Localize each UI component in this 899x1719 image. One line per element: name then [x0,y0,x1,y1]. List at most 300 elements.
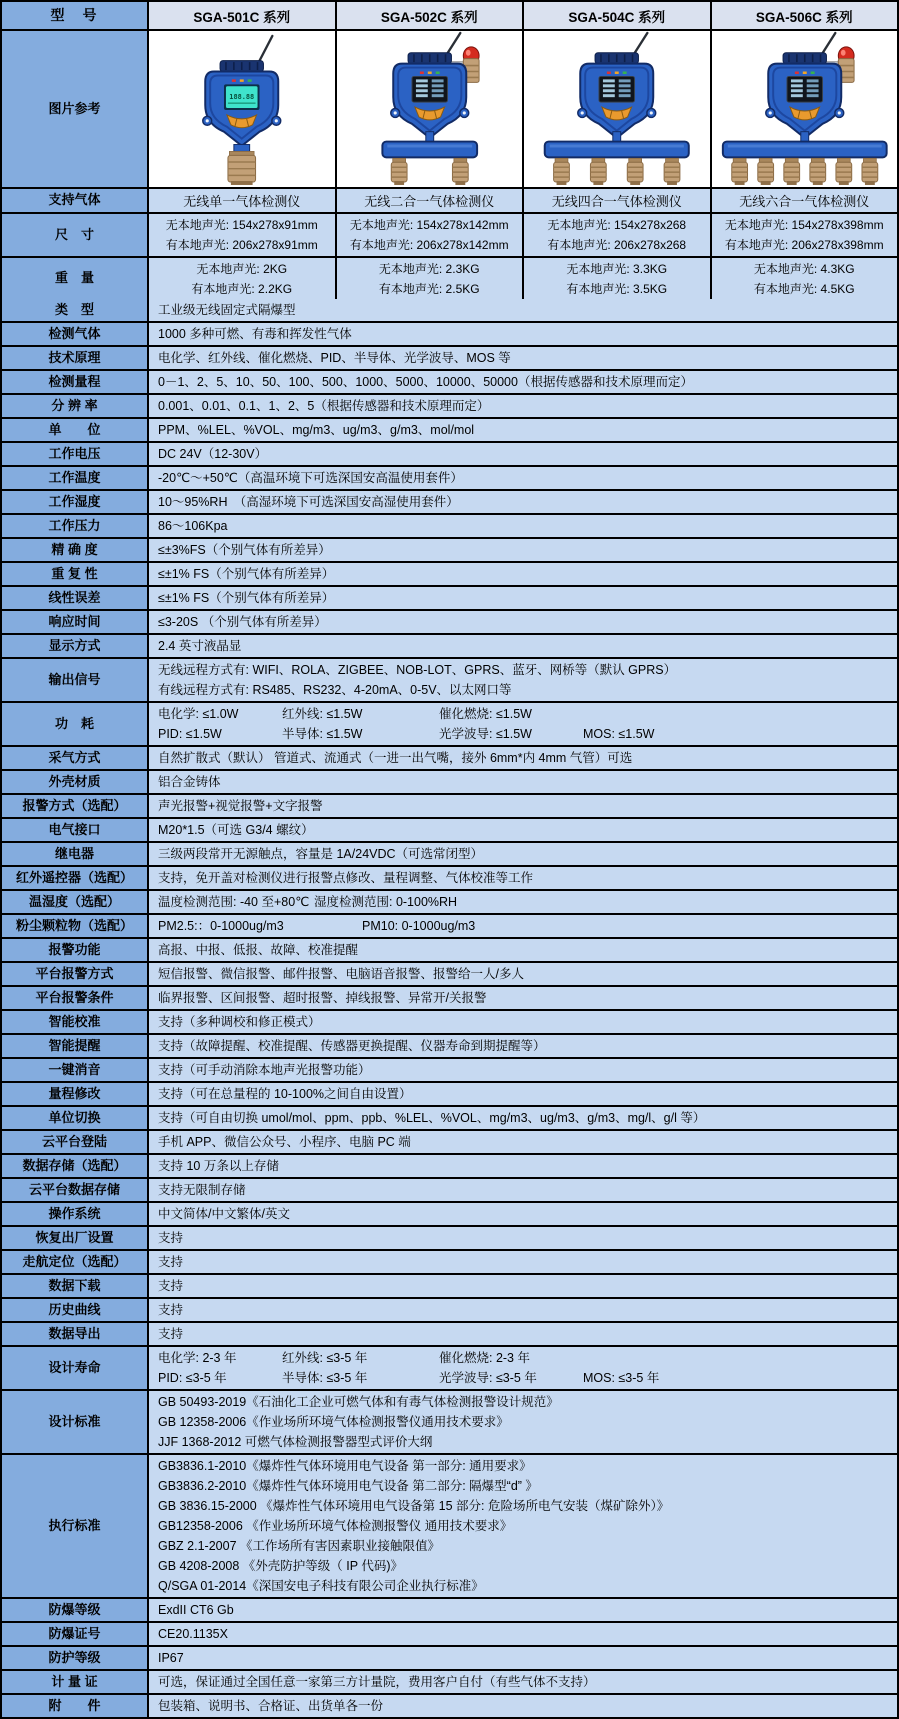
spec-row [2,489,897,513]
spec-row-label: 外壳材质 [2,771,149,793]
display-screen [411,76,447,102]
spec-row [2,345,897,369]
spec-row-value [149,843,897,865]
spec-rows-container [2,299,897,1717]
spec-value-text: 电化学: 2-3 年 [158,1351,237,1365]
spec-value-line [158,396,891,416]
weight-value [335,258,523,299]
manifold [382,142,477,158]
spec-value-text: IP67 [158,1651,184,1665]
spec-value-line [158,680,891,700]
spec-row-value [149,1671,897,1693]
spec-row [2,817,897,841]
spec-row-value [149,395,897,417]
spec-row [2,1297,897,1321]
sensor-head [391,158,407,185]
spec-row-label: 一键消音 [2,1059,149,1081]
sensor-head [757,158,773,185]
size-line: 无本地声光: 154x278x142mm [349,218,509,232]
spec-row-label: 输出信号 [2,659,149,701]
spec-row-value [149,347,897,369]
spec-row-label: 量程修改 [2,1083,149,1105]
spec-row-label: 采气方式 [2,747,149,769]
spec-value-line [158,540,891,560]
spec-row [2,1321,897,1345]
spec-value-text: 无线远程方式有: WIFI、ROLA、ZIGBEE、NOB-LOT、GPRS、蓝牙、网桥等（默认 GPRS） [158,663,677,677]
spec-row-label: 继电器 [2,843,149,865]
spec-value-line [158,324,891,344]
spec-row [2,1249,897,1273]
spec-row-label: 数据导出 [2,1323,149,1345]
spec-value-text: 催化燃烧: ≤1.5W [439,707,532,721]
spec-row-label: 操作系统 [2,1203,149,1225]
spec-row-value [149,371,897,393]
spec-value-line [158,1276,891,1296]
spec-value-line [158,1696,891,1716]
spec-row-value [149,1599,897,1621]
spec-value-line [158,844,891,864]
spec-row-label: 设计标准 [2,1391,149,1453]
spec-value-text: GB 50493-2019《石油化工企业可燃气体和有毒气体检测报警设计规范》 [158,1395,559,1409]
gas-detector-illustration [149,31,335,187]
spec-value-text: DC 24V（12-30V） [158,447,268,461]
size-value [522,214,710,256]
spec-value-text: 电化学: ≤1.0W [158,707,239,721]
spec-row [2,1597,897,1621]
spec-row [2,1693,897,1717]
spec-row [2,889,897,913]
spec-row-label: 线性误差 [2,587,149,609]
spec-value-line [158,1516,891,1536]
manifold [722,142,886,158]
spec-value-text: GB12358-2006 《作业场所环境气体检测报警仪 通用技术要求》 [158,1519,513,1533]
spec-value-line [158,1476,891,1496]
spec-value-line [158,1536,891,1556]
spec-value-line [158,1432,891,1452]
spec-value-line [158,468,891,488]
spec-row-value [149,1227,897,1249]
gas-value: 无线六合一气体检测仪 [710,189,898,212]
spec-row-label: 类 型 [2,299,149,321]
spec-value-line [158,820,891,840]
spec-value-text: 支持 10 万条以上存储 [158,1159,279,1173]
spec-row-label: 附 件 [2,1695,149,1717]
spec-value-text: -20℃～+50℃（高温环境下可选深国安高温使用套件） [158,471,463,485]
spec-value-text: GB 3836.15-2000 《爆炸性气体环境用电气设备第 15 部分: 危险场所电气安装（煤矿除外）》 [158,1499,670,1513]
spec-value-text: JJF 1368-2012 可燃气体检测报警器型式评价大纲 [158,1435,433,1449]
spec-row [2,1453,897,1597]
spec-value-text: 短信报警、微信报警、邮件报警、电脑语音报警、报警给一人/多人 [158,967,524,981]
spec-value-text: 红外线: ≤3-5 年 [282,1351,368,1365]
spec-value-line [158,1496,891,1516]
spec-value-text: Q/SGA 01-2014《深国安电子科技有限公司企业执行标准》 [158,1579,484,1593]
spec-row-label: 数据下载 [2,1275,149,1297]
spec-row-value [149,611,897,633]
spec-row [2,393,897,417]
sensor-head [809,158,825,185]
spec-row-value [149,659,897,701]
spec-value-text: 支持 [158,1327,184,1341]
spec-row-label: 平台报警条件 [2,987,149,1009]
spec-value-text: 10～95%RH （高湿环境下可选深国安高湿使用套件） [158,495,459,509]
spec-value-text: 包装箱、说明书、合格证、出货单各一份 [158,1699,384,1713]
spec-row-value [149,299,897,321]
spec-value-text: ≤3-20S （个别气体有所差异） [158,615,327,629]
spec-row-label: 云平台数据存储 [2,1179,149,1201]
spec-value-line [158,724,891,744]
spec-row-label: 粉尘颗粒物（选配） [2,915,149,937]
spec-row [2,745,897,769]
spec-value-text: 半导体: ≤3-5 年 [282,1371,368,1385]
spec-value-line [158,348,891,368]
spec-row-label: 恢复出厂设置 [2,1227,149,1249]
spec-value-text: GB 12358-2006《作业场所环境气体检测报警仪通用技术要求》 [158,1415,509,1429]
manifold [545,142,689,158]
spec-row [2,1153,897,1177]
spec-row-label: 防护等级 [2,1647,149,1669]
spec-value-text: PM2.5:：0-1000ug/m3 [158,919,284,933]
spec-value-line [158,1084,891,1104]
spec-row [2,441,897,465]
spec-row-label: 执行标准 [2,1455,149,1597]
spec-row-value [149,443,897,465]
spec-row [2,633,897,657]
spec-row-value [149,1299,897,1321]
sensor-head [664,158,680,185]
spec-value-line [158,772,891,792]
spec-row-value [149,1647,897,1669]
spec-value-line [158,1648,891,1668]
spec-row-label: 智能提醒 [2,1035,149,1057]
spec-value-text: 支持（可自由切换 umol/mol、ppm、ppb、%LEL、%VOL、mg/m3、ug/m3、g/m3、mg/l、g/l 等） [158,1111,706,1125]
spec-value-text: ≤±3%FS（个别气体有所差异） [158,543,331,557]
spec-value-text: 红外线: ≤1.5W [282,707,363,721]
spec-value-line [158,1252,891,1272]
spec-row-value [149,1155,897,1177]
spec-row [2,1645,897,1669]
spec-value-line [158,1392,891,1412]
spec-row [2,299,897,321]
spec-value-line [158,636,891,656]
spec-row-label: 检测气体 [2,323,149,345]
spec-row [2,937,897,961]
weight-row [2,256,897,299]
spec-value-line [158,1012,891,1032]
spec-value-text: MOS: ≤1.5W [583,727,655,741]
spec-value-text: 工业级无线固定式隔爆型 [158,303,296,317]
size-line: 无本地声光: 154x278x268 [547,218,687,232]
spec-value-text: 温度检测范围: -40 至+80℃ [158,895,310,909]
spec-value-text: 支持 [158,1231,184,1245]
spec-row-label: 单位切换 [2,1107,149,1129]
spec-value-text: 半导体: ≤1.5W [282,727,363,741]
spec-value-line [158,1108,891,1128]
weight-value [710,258,898,299]
spec-value-line [158,1300,891,1320]
spec-row-value [149,1623,897,1645]
spec-value-text: ≤±1% FS（个别气体有所差异） [158,567,335,581]
weight-line: 有本地声光: 2.5KG [378,281,480,296]
spec-value-text: 湿度检测范围: 0-100%RH [314,895,458,909]
spec-row-value [149,1695,897,1717]
spec-row-value [149,1107,897,1129]
weight-line: 无本地声光: 2KG [196,261,288,276]
spec-row [2,1009,897,1033]
spec-row-value [149,963,897,985]
spec-row [2,1225,897,1249]
spec-row-label: 电气接口 [2,819,149,841]
spec-row-label: 工作电压 [2,443,149,465]
sensor-head [452,158,468,185]
spec-value-text: 中文简体/中文繁体/英文 [158,1207,290,1221]
weight-line: 有本地声光: 2.2KG [191,281,293,296]
spec-row-value [149,635,897,657]
spec-value-text: PM10: 0-1000ug/m3 [362,919,476,933]
spec-row [2,1177,897,1201]
product-image-sga-502c [335,31,523,187]
spec-row-label: 平台报警方式 [2,963,149,985]
display-screen [599,76,635,102]
model-header-sga-506c: SGA-506C 系列 [710,2,898,29]
spec-row-value [149,587,897,609]
display-screen [224,84,260,110]
spec-value-text: 支持（可在总量程的 10-100%之间自由设置） [158,1087,412,1101]
spec-value-line [158,1228,891,1248]
spec-value-line [158,1624,891,1644]
spec-row-label: 工作湿度 [2,491,149,513]
spec-row [2,793,897,817]
spec-row-label: 温湿度（选配） [2,891,149,913]
spec-value-line [158,564,891,584]
sensor-head [590,158,606,185]
spec-row [2,1345,897,1389]
spec-row-value [149,1179,897,1201]
spec-row-value [149,891,897,913]
spec-value-text: 催化燃烧: 2-3 年 [439,1351,530,1365]
spec-value-text: GB3836.2-2010《爆炸性气体环境用电气设备 第二部分: 隔爆型“d” 》 [158,1479,538,1493]
model-header-sga-501c: SGA-501C 系列 [149,2,335,29]
spec-value-line [158,516,891,536]
spec-value-line [158,1180,891,1200]
spec-row-value [149,1011,897,1033]
model-header-sga-504c: SGA-504C 系列 [522,2,710,29]
model-label-cell: 型 号 [2,2,149,29]
spec-row-label: 精 确 度 [2,539,149,561]
spec-row [2,1273,897,1297]
spec-row-value [149,1251,897,1273]
spec-value-text: 声光报警+视觉报警+文字报警 [158,799,323,813]
spec-value-line [158,1556,891,1576]
spec-row-label: 单 位 [2,419,149,441]
size-row-label: 尺 寸 [2,214,149,256]
size-value [149,214,335,256]
spec-row [2,1621,897,1645]
spec-row-value [149,515,897,537]
spec-value-line [158,1600,891,1620]
spec-value-line [158,892,891,912]
spec-value-text: 可选，保证通过全国任意一家第三方计量院，费用客户自付（有些气体不支持） [158,1675,596,1689]
spec-value-line [158,940,891,960]
spec-value-line [158,1368,891,1388]
size-line: 有本地声光: 206x278x142mm [349,238,509,252]
spec-value-text: 支持（故障提醒、校准提醒、传感器更换提醒、仪器寿命到期提醒等） [158,1039,546,1053]
gas-value: 无线单一气体检测仪 [149,189,335,212]
spec-value-text: ≤±1% FS（个别气体有所差异） [158,591,335,605]
spec-value-line [158,796,891,816]
spec-value-text: 光学波导: ≤1.5W [439,727,532,741]
spec-value-text: 1000 多种可燃、有毒和挥发性气体 [158,327,352,341]
spec-row [2,865,897,889]
size-line: 有本地声光: 206x278x268 [547,238,687,252]
spec-value-text: 支持（多种调校和修正模式） [158,1015,321,1029]
spec-value-text: MOS: ≤3-5 年 [583,1371,660,1385]
sensor-head [228,151,256,185]
spec-row-value [149,915,897,937]
model-header-sga-502c: SGA-502C 系列 [335,2,523,29]
spec-value-line [158,1036,891,1056]
weight-line: 无本地声光: 2.3KG [378,261,480,276]
spec-row-label: 红外遥控器（选配） [2,867,149,889]
spec-row-label: 数据存储（选配） [2,1155,149,1177]
spec-row [2,657,897,701]
spec-row-value [149,419,897,441]
spec-row [2,961,897,985]
spec-row [2,537,897,561]
spec-row-label: 设计寿命 [2,1347,149,1389]
gas-detector-illustration [524,31,710,187]
weight-line: 无本地声光: 4.3KG [753,261,855,276]
spec-row-value [149,491,897,513]
spec-value-text: GBZ 2.1-2007 《工作场所有害因素职业接触限值》 [158,1539,440,1553]
spec-value-line [158,1412,891,1432]
spec-row-value [149,1059,897,1081]
spec-value-line [158,372,891,392]
spec-row-value [149,1203,897,1225]
weight-line: 有本地声光: 4.5KG [753,281,855,296]
svg-text:188.88: 188.88 [229,93,255,102]
spec-row [2,701,897,745]
spec-value-line [158,588,891,608]
spec-value-text: 支持 [158,1303,184,1317]
spec-row-value [149,1391,897,1453]
spec-row-value [149,747,897,769]
spec-row-value [149,539,897,561]
spec-row-value [149,1323,897,1345]
spec-value-text: 支持无限制存储 [158,1183,246,1197]
spec-value-text: PID: ≤1.5W [158,727,222,741]
sensor-head [554,158,570,185]
size-line: 无本地声光: 154x278x91mm [165,218,318,232]
spec-row-label: 工作温度 [2,467,149,489]
spec-value-line [158,300,891,320]
spec-row-value [149,1083,897,1105]
spec-row-label: 云平台登陆 [2,1131,149,1153]
spec-value-text: 光学波导: ≤3-5 年 [439,1371,537,1385]
spec-row-value [149,771,897,793]
gas-detector-illustration [712,31,898,187]
spec-value-text: PID: ≤3-5 年 [158,1371,227,1385]
sensor-head [861,158,877,185]
spec-row-label: 分 辨 率 [2,395,149,417]
spec-row-label: 检测量程 [2,371,149,393]
spec-row [2,1389,897,1453]
spec-row-label: 计 量 证 [2,1671,149,1693]
spec-value-text: 自然扩散式（默认） 管道式、流通式（一进一出气嘴，接外 6mm*内 4mm 气管）可选 [158,751,633,765]
spec-row [2,417,897,441]
spec-row-value [149,467,897,489]
sensor-head [627,158,643,185]
spec-value-text: 2.4 英寸液晶显 [158,639,242,653]
spec-row-value [149,1455,897,1597]
spec-value-text: 临界报警、区间报警、超时报警、掉线报警、异常开/关报警 [158,991,487,1005]
spec-row [2,1129,897,1153]
spec-row-label: 防爆等级 [2,1599,149,1621]
spec-value-line [158,704,891,724]
spec-value-line [158,1672,891,1692]
spec-row [2,1057,897,1081]
spec-value-text: 电化学、红外线、催化燃烧、PID、半导体、光学波导、MOS 等 [158,351,511,365]
spec-row [2,1669,897,1693]
weight-line: 有本地声光: 3.5KG [566,281,668,296]
spec-row [2,1201,897,1225]
weight-line: 无本地声光: 3.3KG [566,261,668,276]
spec-value-line [158,492,891,512]
spec-value-line [158,1576,891,1596]
spec-row [2,585,897,609]
spec-row-label: 响应时间 [2,611,149,633]
spec-row [2,561,897,585]
size-value [335,214,523,256]
spec-value-line [158,1060,891,1080]
size-line: 无本地声光: 154x278x398mm [724,218,884,232]
gas-value: 无线二合一气体检测仪 [335,189,523,212]
spec-row [2,1033,897,1057]
spec-row-label: 报警方式（选配） [2,795,149,817]
supported-gas-row [2,187,897,212]
sensor-head [731,158,747,185]
spec-value-text: 有线远程方式有: RS485、RS232、4-20mA、0-5V、以太网口等 [158,683,512,697]
spec-value-text: CE20.1135X [158,1627,228,1641]
spec-value-text: 支持 [158,1255,184,1269]
spec-row-value [149,1131,897,1153]
spec-row-label: 工作压力 [2,515,149,537]
sensor-head [783,158,799,185]
spec-value-text: 铝合金铸体 [158,775,221,789]
gas-row-label: 支持气体 [2,189,149,212]
spec-value-line [158,1456,891,1476]
spec-row-value [149,1275,897,1297]
spec-row [2,913,897,937]
spec-value-text: M20*1.5（可选 G3/4 螺纹） [158,823,314,837]
gas-value: 无线四合一气体检测仪 [522,189,710,212]
spec-row-value [149,323,897,345]
spec-value-text: 86～106Kpa [158,519,228,533]
spec-row-label: 功 耗 [2,703,149,745]
spec-value-text: 手机 APP、微信公众号、小程序、电脑 PC 端 [158,1135,411,1149]
product-image-sga-506c [710,31,898,187]
spec-row-value [149,703,897,745]
spec-row-value [149,987,897,1009]
spec-value-line [158,868,891,888]
spec-value-text: 支持，免开盖对检测仪进行报警点修改、量程调整、气体校准等工作 [158,871,534,885]
size-line: 有本地声光: 206x278x398mm [724,238,884,252]
spec-row [2,609,897,633]
spec-value-line [158,1156,891,1176]
spec-value-line [158,1204,891,1224]
spec-value-text: PPM、%LEL、%VOL、mg/m3、ug/m3、g/m3、mol/mol [158,423,475,437]
size-value [710,214,898,256]
spec-value-line [158,1324,891,1344]
